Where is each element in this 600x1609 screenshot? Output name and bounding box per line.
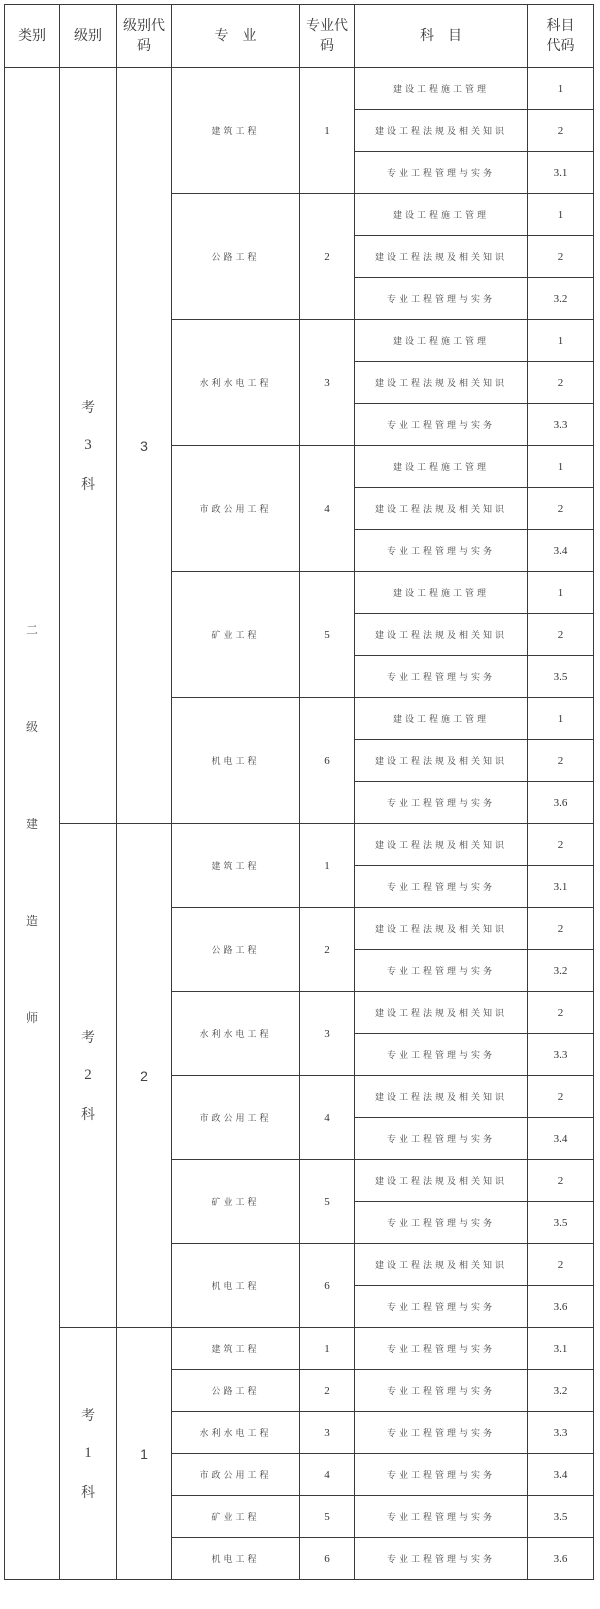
subject-name-cell: 建设工程施工管理	[355, 698, 528, 740]
level-cell	[60, 68, 117, 824]
category-char: 师	[25, 1011, 38, 1025]
subject-code-cell: 2	[528, 614, 594, 656]
level-char: 1	[84, 1445, 92, 1461]
subject-name-cell: 建设工程施工管理	[355, 572, 528, 614]
table-row	[5, 1328, 594, 1370]
subject-name-cell: 专业工程管理与实务	[355, 278, 528, 320]
subject-code-cell: 3.1	[528, 866, 594, 908]
subject-code-cell: 2	[528, 1244, 594, 1286]
subject-name-cell: 专业工程管理与实务	[355, 1454, 528, 1496]
subject-name-cell: 专业工程管理与实务	[355, 1118, 528, 1160]
level-code-cell: 1	[117, 1328, 172, 1580]
specialty-name-cell: 矿业工程	[172, 572, 300, 698]
subject-name-cell: 专业工程管理与实务	[355, 1034, 528, 1076]
header-specialty-code: 专业代码	[300, 5, 355, 68]
table-row	[5, 824, 594, 866]
subject-code-cell: 2	[528, 1076, 594, 1118]
specialty-name-cell: 公路工程	[172, 194, 300, 320]
specialty-code-cell: 5	[300, 1160, 355, 1244]
header-level-code: 级别代码	[117, 5, 172, 68]
subject-name-cell: 专业工程管理与实务	[355, 950, 528, 992]
specialty-name-cell: 矿业工程	[172, 1160, 300, 1244]
subject-name-cell: 建设工程法规及相关知识	[355, 236, 528, 278]
specialty-name-cell: 公路工程	[172, 1370, 300, 1412]
subject-code-cell: 3.2	[528, 1370, 594, 1412]
subject-name-cell: 专业工程管理与实务	[355, 866, 528, 908]
specialty-code-cell: 6	[300, 1538, 355, 1580]
specialty-name-cell: 水利水电工程	[172, 1412, 300, 1454]
specialty-code-cell: 3	[300, 320, 355, 446]
subject-code-cell: 3.1	[528, 1328, 594, 1370]
table-row	[5, 68, 594, 110]
level-cell	[60, 824, 117, 1328]
subject-code-cell: 3.6	[528, 1538, 594, 1580]
subject-code-cell: 2	[528, 488, 594, 530]
header-row	[5, 5, 594, 68]
level-code-cell: 3	[117, 68, 172, 824]
specialty-name-cell: 建筑工程	[172, 824, 300, 908]
subject-name-cell: 专业工程管理与实务	[355, 1412, 528, 1454]
specialty-name-cell: 矿业工程	[172, 1496, 300, 1538]
subject-name-cell: 专业工程管理与实务	[355, 404, 528, 446]
subject-name-cell: 专业工程管理与实务	[355, 152, 528, 194]
subject-name-cell: 建设工程法规及相关知识	[355, 824, 528, 866]
subject-name-cell: 建设工程法规及相关知识	[355, 488, 528, 530]
subject-name-cell: 建设工程施工管理	[355, 320, 528, 362]
specialty-name-cell: 市政公用工程	[172, 446, 300, 572]
subject-code-cell: 3.5	[528, 1202, 594, 1244]
specialty-name-cell: 机电工程	[172, 698, 300, 824]
subject-code-cell: 3.6	[528, 1286, 594, 1328]
specialty-name-cell: 公路工程	[172, 908, 300, 992]
subject-code-cell: 3.2	[528, 278, 594, 320]
subject-name-cell: 建设工程法规及相关知识	[355, 1160, 528, 1202]
specialty-name-cell: 市政公用工程	[172, 1454, 300, 1496]
level-char: 科	[81, 477, 95, 493]
subject-code-cell: 3.5	[528, 656, 594, 698]
subject-name-cell: 建设工程法规及相关知识	[355, 1244, 528, 1286]
subject-name-cell: 建设工程法规及相关知识	[355, 1076, 528, 1118]
specialty-code-cell: 3	[300, 992, 355, 1076]
specialty-code-cell: 4	[300, 1454, 355, 1496]
specialty-name-cell: 水利水电工程	[172, 992, 300, 1076]
subject-name-cell: 建设工程施工管理	[355, 446, 528, 488]
specialty-name-cell: 建筑工程	[172, 68, 300, 194]
subject-name-cell: 建设工程法规及相关知识	[355, 740, 528, 782]
subject-name-cell: 专业工程管理与实务	[355, 530, 528, 572]
subject-code-cell: 3.1	[528, 152, 594, 194]
subject-code-cell: 1	[528, 446, 594, 488]
subject-name-cell: 专业工程管理与实务	[355, 656, 528, 698]
subject-code-cell: 3.4	[528, 1454, 594, 1496]
specialty-name-cell: 机电工程	[172, 1244, 300, 1328]
subject-name-cell: 建设工程法规及相关知识	[355, 614, 528, 656]
level-char: 2	[84, 1067, 92, 1083]
subject-code-cell: 3.4	[528, 1118, 594, 1160]
specialty-name-cell: 市政公用工程	[172, 1076, 300, 1160]
specialty-name-cell: 机电工程	[172, 1538, 300, 1580]
specialty-name-cell: 建筑工程	[172, 1328, 300, 1370]
subject-code-cell: 2	[528, 1160, 594, 1202]
subject-code-cell: 3.2	[528, 950, 594, 992]
subject-code-cell: 3.6	[528, 782, 594, 824]
level-char: 考	[81, 1408, 95, 1424]
subject-code-cell: 3.3	[528, 1412, 594, 1454]
level-cell	[60, 1328, 117, 1580]
level-char: 考	[81, 1030, 95, 1046]
specialty-name-cell: 水利水电工程	[172, 320, 300, 446]
subject-code-cell: 3.3	[528, 1034, 594, 1076]
subject-name-cell: 建设工程施工管理	[355, 68, 528, 110]
category-char: 建	[25, 817, 38, 831]
level-code-cell: 2	[117, 824, 172, 1328]
specialty-code-cell: 4	[300, 446, 355, 572]
specialty-code-cell: 5	[300, 1496, 355, 1538]
level-char: 3	[84, 437, 92, 453]
subject-name-cell: 专业工程管理与实务	[355, 1328, 528, 1370]
subject-code-cell: 1	[528, 194, 594, 236]
category-cell	[5, 68, 60, 1580]
specialty-code-cell: 6	[300, 1244, 355, 1328]
subject-code-cell: 1	[528, 68, 594, 110]
subject-name-cell: 专业工程管理与实务	[355, 1202, 528, 1244]
header-subject: 科 目	[355, 5, 528, 68]
specialty-code-cell: 1	[300, 1328, 355, 1370]
subject-code-cell: 3.5	[528, 1496, 594, 1538]
subject-code-cell: 1	[528, 698, 594, 740]
subject-code-cell: 2	[528, 110, 594, 152]
specialty-code-cell: 2	[300, 194, 355, 320]
subject-code-cell: 2	[528, 908, 594, 950]
category-char: 造	[25, 914, 38, 928]
specialty-code-cell: 1	[300, 824, 355, 908]
specialty-code-cell: 3	[300, 1412, 355, 1454]
level-char: 考	[81, 400, 95, 416]
subject-name-cell: 建设工程法规及相关知识	[355, 110, 528, 152]
subject-code-cell: 2	[528, 236, 594, 278]
subject-name-cell: 建设工程法规及相关知识	[355, 908, 528, 950]
subject-name-cell: 建设工程法规及相关知识	[355, 992, 528, 1034]
level-char: 科	[81, 1107, 95, 1123]
subject-name-cell: 建设工程法规及相关知识	[355, 362, 528, 404]
subject-code-cell: 3.4	[528, 530, 594, 572]
header-subject-code: 科目代码	[528, 5, 594, 68]
subject-code-cell: 2	[528, 362, 594, 404]
header-specialty: 专 业	[172, 5, 300, 68]
header-category: 类别	[5, 5, 60, 68]
specialty-code-cell: 4	[300, 1076, 355, 1160]
category-char: 级	[25, 720, 38, 734]
subject-name-cell: 专业工程管理与实务	[355, 1496, 528, 1538]
subject-name-cell: 建设工程施工管理	[355, 194, 528, 236]
subject-code-cell: 2	[528, 824, 594, 866]
header-level: 级别	[60, 5, 117, 68]
subject-code-cell: 2	[528, 740, 594, 782]
exam-subject-code-table	[4, 4, 594, 1580]
subject-code-cell: 1	[528, 320, 594, 362]
specialty-code-cell: 1	[300, 68, 355, 194]
subject-code-cell: 3.3	[528, 404, 594, 446]
category-char: 二	[25, 623, 38, 637]
specialty-code-cell: 5	[300, 572, 355, 698]
subject-code-cell: 1	[528, 572, 594, 614]
specialty-code-cell: 2	[300, 1370, 355, 1412]
specialty-code-cell: 6	[300, 698, 355, 824]
specialty-code-cell: 2	[300, 908, 355, 992]
subject-name-cell: 专业工程管理与实务	[355, 1370, 528, 1412]
level-char: 科	[81, 1485, 95, 1501]
subject-name-cell: 专业工程管理与实务	[355, 1538, 528, 1580]
subject-name-cell: 专业工程管理与实务	[355, 1286, 528, 1328]
subject-code-cell: 2	[528, 992, 594, 1034]
subject-name-cell: 专业工程管理与实务	[355, 782, 528, 824]
